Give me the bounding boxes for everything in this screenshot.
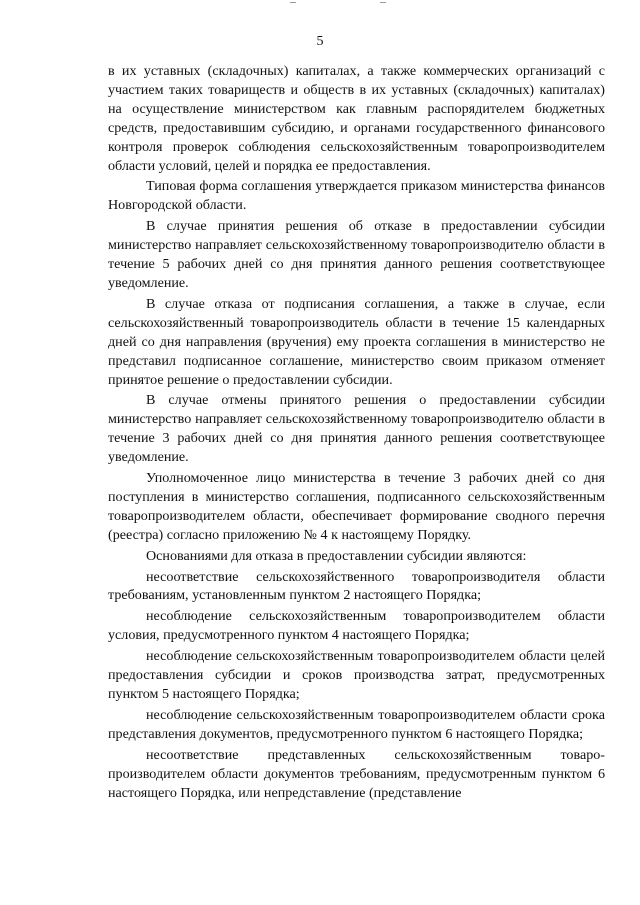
list-item: несоблюдение сельскохозяйственным товаропроизводителем области целей предоставления субсидии и сроков производства затрат, предусмотренных пунктом 5 настоящего Порядка; <box>108 648 605 702</box>
paragraph: В случае принятия решения об отказе в предоставлении субсидии министерство направляет сельскохозяйственному товаропроизводителю области в течение 5 рабочих дней со дня принятия данного решения соответствующее уведомление. <box>108 218 605 291</box>
list-item: несоблюдение сельскохозяйственным товаропроизводителем области срока представления документов, предусмотренного пунктом 6 настоящего Порядка; <box>108 706 605 742</box>
paragraph: в их уставных (складочных) капиталах, а также коммерческих организаций с участием таких товариществ и обществ в их уставных (складочных) капиталах) на осуществление министерством как главным распорядителем бюджетных средств, предоставившим субсидию, и органами государственного финансового контроля проверок соблюдения сельскохозяйственным товаропроизводителем области условий, целей и порядка ее предоставления. <box>108 63 605 174</box>
list-item: несоблюдение сельскохозяйственным товаропроизводителем области условия, предусмотренного пунктом 4 настоящего Порядка; <box>108 608 605 644</box>
scan-mark-left <box>290 2 296 3</box>
scan-mark-right <box>380 2 386 3</box>
page-number: 5 <box>316 34 324 49</box>
document-body <box>108 62 605 804</box>
paragraph: Основаниями для отказа в предоставлении субсидии являются: <box>146 547 527 564</box>
paragraph: В случае отказа от подписания соглашения, а также в случае, если сельскохозяйственный товаропроизводитель области в течение 15 календарных дней со дня направления (вручения) ему проекта соглашения в министерство не представил подписанное соглашение, министерство своим приказом отменяет принятое решение о предоставлении субсидии. <box>108 295 605 388</box>
paragraph: Типовая форма соглашения утверждается приказом министерства финансов Новгородской области. <box>108 178 605 214</box>
paragraph: В случае отмены принятого решения о предоставлении субсидии министерство направляет сельскохозяйственному товаропроизводителю области в течение 3 рабочих дней со дня принятия данного решения соответствующее уведомление. <box>108 392 605 466</box>
list-item: несоответствие представленных сельскохозяйственным товаро-производителем области документов требованиям, предусмотренным пунктом 6 настоящего Порядка, или непредставление (представление <box>108 746 605 801</box>
list-item: несоответствие сельскохозяйственного товаропроизводителя области требованиям, установленным пунктом 2 настоящего Порядка; <box>108 568 605 604</box>
paragraph: Уполномоченное лицо министерства в течение 3 рабочих дней со дня поступления в министерство соглашения, подписанного сельскохозяйственным товаропроизводителем области, обеспечивает формирование сводного перечня (реестра) согласно приложению № 4 к настоящему Порядку. <box>108 470 605 543</box>
